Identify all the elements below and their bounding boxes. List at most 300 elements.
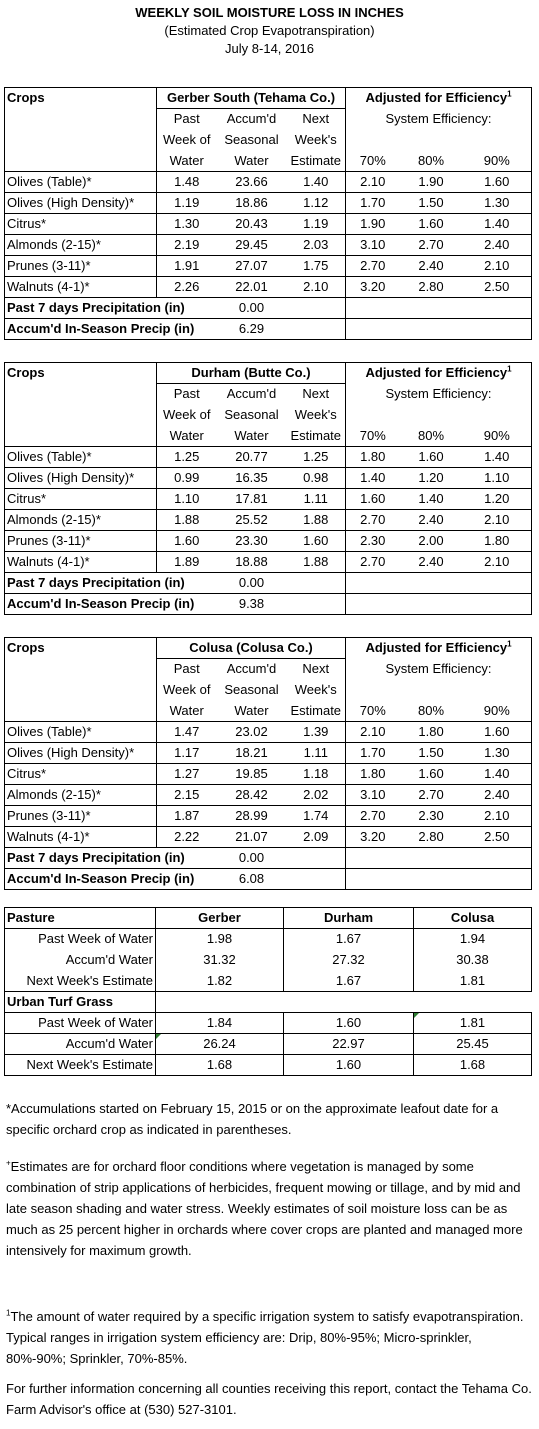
next-week-value: 1.11 <box>287 743 346 764</box>
accum-value: 20.43 <box>217 214 287 235</box>
eff-80-value: 2.80 <box>400 277 463 298</box>
value-cell: 27.32 <box>284 950 414 971</box>
blank-cell <box>346 848 532 869</box>
adjusted-header <box>346 363 532 384</box>
value-cell: 1.82 <box>156 971 284 992</box>
column-header-70: 70% <box>346 426 400 447</box>
precip-7day-value: 0.00 <box>217 848 287 869</box>
eff-70-value: 2.70 <box>346 510 400 531</box>
eff-90-value: 2.40 <box>463 785 532 806</box>
eff-80-value: 1.50 <box>400 743 463 764</box>
table-row <box>5 950 532 971</box>
footnote-efficiency <box>6 1306 534 1369</box>
past-week-value: 1.91 <box>157 256 217 277</box>
adjusted-header <box>346 638 532 659</box>
system-efficiency-label: System Efficiency: <box>346 109 532 130</box>
blank-cell <box>5 151 157 172</box>
footnote-mark: + <box>6 1158 11 1168</box>
accum-value: 18.21 <box>217 743 287 764</box>
crop-table <box>4 637 532 890</box>
value-cell: 1.81 <box>414 971 532 992</box>
precip-7day-label: Past 7 days Precipitation (in) <box>5 298 217 319</box>
table-row <box>5 214 532 235</box>
next-week-value: 2.03 <box>287 235 346 256</box>
table-row <box>5 172 532 193</box>
eff-70-value: 1.90 <box>346 214 400 235</box>
past-week-value: 1.89 <box>157 552 217 573</box>
crop-name: Olives (Table)* <box>5 722 157 743</box>
blank-cell <box>346 869 532 890</box>
eff-90-value: 2.10 <box>463 552 532 573</box>
crop-name: Citrus* <box>5 214 157 235</box>
table-row <box>5 806 532 827</box>
blank-cell <box>156 992 284 1013</box>
past-week-value: 1.47 <box>157 722 217 743</box>
past-week-value: 1.17 <box>157 743 217 764</box>
eff-80-value: 2.40 <box>400 510 463 531</box>
column-header-crops: Crops <box>5 88 157 109</box>
column-header-past: Week of <box>163 132 211 147</box>
next-week-value: 1.25 <box>287 447 346 468</box>
footnote-mark: 1 <box>507 639 512 649</box>
eff-70-value: 3.20 <box>346 827 400 848</box>
past-week-value: 1.25 <box>157 447 217 468</box>
crop-name: Citrus* <box>5 764 157 785</box>
next-week-value: 0.98 <box>287 468 346 489</box>
eff-80-value: 2.70 <box>400 785 463 806</box>
eff-70-value: 2.70 <box>346 552 400 573</box>
eff-80-value: 2.00 <box>400 531 463 552</box>
blank-cell <box>5 426 157 447</box>
precip-row <box>5 319 532 340</box>
value-cell: 1.60 <box>284 1055 414 1076</box>
eff-80-value: 2.80 <box>400 827 463 848</box>
footnote-mark: 1 <box>507 364 512 374</box>
eff-80-value: 2.40 <box>400 552 463 573</box>
row-label: Past Week of Water <box>5 1013 156 1034</box>
blank-cell <box>284 992 414 1013</box>
crop-name: Almonds (2-15)* <box>5 785 157 806</box>
blank-cell <box>5 659 157 680</box>
eff-70-value: 2.70 <box>346 256 400 277</box>
eff-70-value: 3.10 <box>346 235 400 256</box>
blank-cell <box>346 405 532 426</box>
eff-90-value: 1.30 <box>463 743 532 764</box>
next-week-value: 1.39 <box>287 722 346 743</box>
table-row <box>5 552 532 573</box>
accum-value: 28.42 <box>217 785 287 806</box>
eff-70-value: 2.10 <box>346 172 400 193</box>
eff-90-value: 1.60 <box>463 722 532 743</box>
table-row <box>5 277 532 298</box>
footnote-text: Estimates are for orchard floor conditions where vegetation is managed by some combination of strip applications of herbicides, frequent mowing or tillage, and by mid and late season shading and water stress. Weekly estimates of soil moisture loss can be as much as 25 percent higher in orchards where cover crops are planted and managed more intensively for maximum growth. <box>6 1159 523 1258</box>
next-week-value: 2.09 <box>287 827 346 848</box>
blank-cell <box>287 869 346 890</box>
past-week-value: 1.30 <box>157 214 217 235</box>
crop-name: Olives (Table)* <box>5 172 157 193</box>
table-row <box>5 743 532 764</box>
accum-value: 21.07 <box>217 827 287 848</box>
accum-value: 22.01 <box>217 277 287 298</box>
location-header: Gerber <box>156 908 284 929</box>
accum-value: 28.99 <box>217 806 287 827</box>
table-header-row <box>5 384 532 405</box>
column-header-past: Week of <box>163 407 211 422</box>
adjusted-header <box>346 88 532 109</box>
location-header: Colusa <box>414 908 532 929</box>
footnote-text: The amount of water required by a specific irrigation system to satisfy evapotranspiration. Typical ranges in irrigation system efficiency are: Drip, 80%-95%; Micro-sprinkler, 80%-90%; Sprinkler, 70%-85%. <box>6 1309 524 1366</box>
eff-80-value: 2.70 <box>400 235 463 256</box>
accum-value: 19.85 <box>217 764 287 785</box>
eff-90-value: 1.20 <box>463 489 532 510</box>
precip-season-value: 6.08 <box>217 869 287 890</box>
eff-70-value: 3.10 <box>346 785 400 806</box>
column-header-80: 80% <box>400 426 463 447</box>
report-title: WEEKLY SOIL MOISTURE LOSS IN INCHES <box>135 5 404 20</box>
table-header-row <box>5 426 532 447</box>
accum-value: 17.81 <box>217 489 287 510</box>
eff-80-value: 2.40 <box>400 256 463 277</box>
blank-cell <box>346 594 532 615</box>
eff-90-value: 1.10 <box>463 468 532 489</box>
table-row <box>5 785 532 806</box>
table-row <box>5 193 532 214</box>
crop-name: Olives (High Density)* <box>5 193 157 214</box>
blank-cell <box>287 573 346 594</box>
eff-90-value: 2.40 <box>463 235 532 256</box>
column-header-accum: Accum'd <box>226 386 277 402</box>
blank-cell <box>346 130 532 151</box>
crop-name: Olives (Table)* <box>5 447 157 468</box>
column-header-crops: Crops <box>5 363 157 384</box>
eff-90-value: 2.10 <box>463 256 532 277</box>
column-header-accum: Seasonal <box>224 132 279 147</box>
eff-70-value: 2.10 <box>346 722 400 743</box>
blank-cell <box>287 594 346 615</box>
table-header-row <box>5 701 532 722</box>
eff-80-value: 1.60 <box>400 764 463 785</box>
crop-table <box>4 362 532 615</box>
table-row <box>5 468 532 489</box>
past-week-value: 1.88 <box>157 510 217 531</box>
past-week-value: 2.22 <box>157 827 217 848</box>
value-cell: 1.94 <box>414 929 532 950</box>
eff-70-value: 2.70 <box>346 806 400 827</box>
accum-value: 20.77 <box>217 447 287 468</box>
location-title: Colusa (Colusa Co.) <box>157 638 346 659</box>
system-efficiency-label: System Efficiency: <box>346 659 532 680</box>
table-header-row <box>5 151 532 172</box>
group-label: Urban Turf Grass <box>5 992 156 1013</box>
eff-80-value: 1.20 <box>400 468 463 489</box>
system-efficiency-label: System Efficiency: <box>346 384 532 405</box>
eff-70-value: 1.80 <box>346 764 400 785</box>
adjusted-label: Adjusted for Efficiency <box>365 640 508 656</box>
crop-name: Olives (High Density)* <box>5 468 157 489</box>
crop-table <box>4 87 532 340</box>
table-row <box>5 971 532 992</box>
column-header-past: Past <box>173 661 200 677</box>
eff-80-value: 1.80 <box>400 722 463 743</box>
past-week-value: 1.87 <box>157 806 217 827</box>
table-row <box>5 764 532 785</box>
crop-name: Prunes (3-11)* <box>5 806 157 827</box>
value-cell: 26.24 <box>156 1034 284 1055</box>
column-header-next: Week's <box>287 405 346 426</box>
past-week-value: 1.27 <box>157 764 217 785</box>
blank-cell <box>5 680 157 701</box>
past-week-value: 2.15 <box>157 785 217 806</box>
eff-90-value: 1.40 <box>463 214 532 235</box>
value-cell: 1.60 <box>284 1013 414 1034</box>
table-row <box>5 256 532 277</box>
adjusted-label: Adjusted for Efficiency <box>365 90 508 106</box>
precip-row <box>5 869 532 890</box>
precip-row <box>5 848 532 869</box>
table-header-row <box>5 363 532 384</box>
precip-7day-value: 0.00 <box>217 573 287 594</box>
eff-70-value: 3.20 <box>346 277 400 298</box>
column-header-accum: Water <box>217 151 287 172</box>
table-row <box>5 722 532 743</box>
past-week-value: 2.26 <box>157 277 217 298</box>
blank-cell <box>287 319 346 340</box>
eff-70-value: 1.40 <box>346 468 400 489</box>
column-header-90: 90% <box>463 701 532 722</box>
precip-season-value: 6.29 <box>217 319 287 340</box>
crop-name: Walnuts (4-1)* <box>5 277 157 298</box>
blank-cell <box>5 130 157 151</box>
column-header-next: Estimate <box>287 426 346 447</box>
value-cell: 1.67 <box>284 929 414 950</box>
eff-70-value: 2.30 <box>346 531 400 552</box>
report-subtitle: (Estimated Crop Evapotranspiration) <box>164 23 375 38</box>
table-row <box>5 489 532 510</box>
accum-value: 23.02 <box>217 722 287 743</box>
eff-90-value: 2.10 <box>463 510 532 531</box>
column-header-past: Week of <box>163 682 211 697</box>
eff-90-value: 1.30 <box>463 193 532 214</box>
table-row <box>5 235 532 256</box>
eff-90-value: 2.10 <box>463 806 532 827</box>
next-week-value: 2.02 <box>287 785 346 806</box>
eff-90-value: 1.40 <box>463 764 532 785</box>
eff-90-value: 2.50 <box>463 827 532 848</box>
eff-80-value: 1.60 <box>400 447 463 468</box>
table-header-row <box>5 680 532 701</box>
accum-value: 29.45 <box>217 235 287 256</box>
value-cell: 1.68 <box>414 1055 532 1076</box>
value-cell: 1.67 <box>284 971 414 992</box>
adjusted-label: Adjusted for Efficiency <box>365 365 508 381</box>
column-header-next: Next <box>287 659 346 680</box>
precip-row <box>5 298 532 319</box>
next-week-value: 1.40 <box>287 172 346 193</box>
row-label: Next Week's Estimate <box>5 1055 156 1076</box>
accum-value: 16.35 <box>217 468 287 489</box>
pasture-table <box>4 907 532 1076</box>
next-week-value: 1.88 <box>287 510 346 531</box>
column-header-accum: Water <box>217 701 287 722</box>
report-header <box>0 0 539 58</box>
pasture-header-row <box>5 908 532 929</box>
column-header-next: Week's <box>287 130 346 151</box>
accum-value: 18.88 <box>217 552 287 573</box>
table-row <box>5 929 532 950</box>
next-week-value: 1.11 <box>287 489 346 510</box>
eff-90-value: 1.40 <box>463 447 532 468</box>
column-header-accum: Accum'd <box>226 111 277 127</box>
precip-row <box>5 594 532 615</box>
row-label: Accum'd Water <box>5 950 156 971</box>
table-row <box>5 827 532 848</box>
table-row <box>5 1013 532 1034</box>
turf-header-row <box>5 992 532 1013</box>
column-header-90: 90% <box>463 151 532 172</box>
column-header-next: Next <box>287 109 346 130</box>
next-week-value: 1.60 <box>287 531 346 552</box>
column-header-next: Week's <box>287 680 346 701</box>
past-week-value: 1.60 <box>157 531 217 552</box>
location-title: Gerber South (Tehama Co.) <box>157 88 346 109</box>
eff-70-value: 1.80 <box>346 447 400 468</box>
blank-cell <box>287 298 346 319</box>
value-cell: 1.68 <box>156 1055 284 1076</box>
table-header-row <box>5 130 532 151</box>
location-title: Durham (Butte Co.) <box>157 363 346 384</box>
column-header-past: Past <box>173 386 200 402</box>
eff-90-value: 2.50 <box>463 277 532 298</box>
precip-7day-label: Past 7 days Precipitation (in) <box>5 573 217 594</box>
next-week-value: 1.75 <box>287 256 346 277</box>
precip-season-label: Accum'd In-Season Precip (in) <box>5 869 217 890</box>
crop-name: Walnuts (4-1)* <box>5 552 157 573</box>
accum-value: 27.07 <box>217 256 287 277</box>
eff-80-value: 1.40 <box>400 489 463 510</box>
blank-cell <box>5 384 157 405</box>
table-header-row <box>5 659 532 680</box>
footnote-estimates <box>6 1156 534 1261</box>
eff-70-value: 1.70 <box>346 743 400 764</box>
group-label: Pasture <box>5 908 156 929</box>
eff-70-value: 1.60 <box>346 489 400 510</box>
table-row <box>5 1034 532 1055</box>
precip-season-value: 9.38 <box>217 594 287 615</box>
crop-name: Almonds (2-15)* <box>5 235 157 256</box>
blank-cell <box>5 109 157 130</box>
row-label: Past Week of Water <box>5 929 156 950</box>
value-cell: 1.84 <box>156 1013 284 1034</box>
blank-cell <box>5 405 157 426</box>
eff-80-value: 1.90 <box>400 172 463 193</box>
footnote-text: *Accumulations started on February 15, 2015 or on the approximate leafout date for a specific orchard crop as indicated in parentheses. <box>6 1101 499 1137</box>
crop-name: Almonds (2-15)* <box>5 510 157 531</box>
eff-70-value: 1.70 <box>346 193 400 214</box>
next-week-value: 1.88 <box>287 552 346 573</box>
column-header-past: Past <box>173 111 200 127</box>
accum-value: 18.86 <box>217 193 287 214</box>
eff-80-value: 2.30 <box>400 806 463 827</box>
blank-cell <box>287 848 346 869</box>
table-header-row <box>5 109 532 130</box>
crop-name: Walnuts (4-1)* <box>5 827 157 848</box>
past-week-value: 1.48 <box>157 172 217 193</box>
eff-90-value: 1.60 <box>463 172 532 193</box>
footnote-mark: 1 <box>6 1308 11 1318</box>
table-row <box>5 531 532 552</box>
column-header-70: 70% <box>346 701 400 722</box>
column-header-90: 90% <box>463 426 532 447</box>
column-header-next: Next <box>287 384 346 405</box>
accum-value: 23.30 <box>217 531 287 552</box>
past-week-value: 0.99 <box>157 468 217 489</box>
blank-cell <box>346 680 532 701</box>
crop-name: Citrus* <box>5 489 157 510</box>
table-row <box>5 1055 532 1076</box>
report-dates: July 8-14, 2016 <box>225 41 314 56</box>
column-header-next: Estimate <box>287 701 346 722</box>
column-header-accum: Water <box>217 426 287 447</box>
column-header-accum: Seasonal <box>224 682 279 697</box>
next-week-value: 1.12 <box>287 193 346 214</box>
column-header-70: 70% <box>346 151 400 172</box>
table-row <box>5 447 532 468</box>
precip-7day-label: Past 7 days Precipitation (in) <box>5 848 217 869</box>
eff-80-value: 1.60 <box>400 214 463 235</box>
next-week-value: 1.74 <box>287 806 346 827</box>
column-header-80: 80% <box>400 151 463 172</box>
value-cell: 1.81 <box>414 1013 532 1034</box>
eff-80-value: 1.50 <box>400 193 463 214</box>
column-header-accum: Seasonal <box>224 407 279 422</box>
accum-value: 23.66 <box>217 172 287 193</box>
blank-cell <box>346 298 532 319</box>
precip-season-label: Accum'd In-Season Precip (in) <box>5 594 217 615</box>
eff-90-value: 1.80 <box>463 531 532 552</box>
column-header-past: Water <box>157 701 217 722</box>
footnote-text: For further information concerning all counties receiving this report, contact the Tehama Co. Farm Advisor's office at (530) 527-3101. <box>6 1381 532 1417</box>
value-cell: 1.98 <box>156 929 284 950</box>
crop-name: Prunes (3-11)* <box>5 531 157 552</box>
value-cell: 31.32 <box>156 950 284 971</box>
next-week-value: 1.19 <box>287 214 346 235</box>
value-cell: 30.38 <box>414 950 532 971</box>
footnote-contact <box>6 1378 534 1420</box>
value-cell: 25.45 <box>414 1034 532 1055</box>
next-week-value: 1.18 <box>287 764 346 785</box>
blank-cell <box>414 992 532 1013</box>
footnote-mark: 1 <box>507 89 512 99</box>
table-header-row <box>5 638 532 659</box>
blank-cell <box>5 701 157 722</box>
column-header-past: Water <box>157 426 217 447</box>
blank-cell <box>346 573 532 594</box>
precip-7day-value: 0.00 <box>217 298 287 319</box>
crop-name: Prunes (3-11)* <box>5 256 157 277</box>
precip-row <box>5 573 532 594</box>
past-week-value: 1.19 <box>157 193 217 214</box>
column-header-accum: Accum'd <box>226 661 277 677</box>
table-header-row <box>5 405 532 426</box>
column-header-80: 80% <box>400 701 463 722</box>
column-header-next: Estimate <box>287 151 346 172</box>
table-header-row <box>5 88 532 109</box>
column-header-crops: Crops <box>5 638 157 659</box>
location-header: Durham <box>284 908 414 929</box>
column-header-past: Water <box>157 151 217 172</box>
past-week-value: 1.10 <box>157 489 217 510</box>
row-label: Next Week's Estimate <box>5 971 156 992</box>
